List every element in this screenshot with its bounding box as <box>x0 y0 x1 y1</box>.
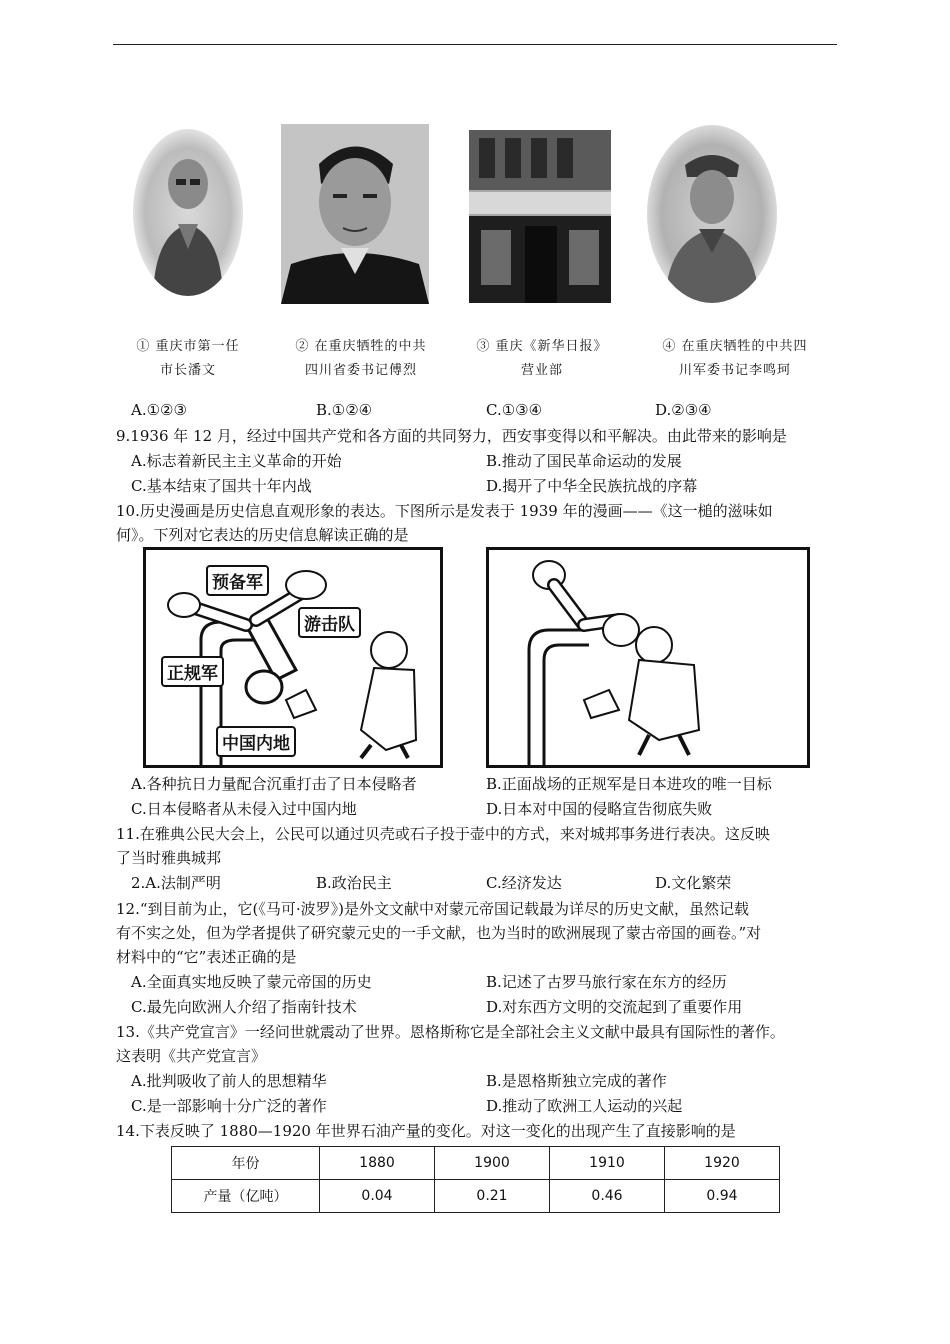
table-row <box>172 1147 780 1180</box>
q12-stem-line2: 有不实之处，但为学者提供了研究蒙元史的一手文献，也为当时的欧洲展现了蒙古帝国的画卷。”对 <box>116 924 762 942</box>
table-cell-year: 1900 <box>435 1147 550 1180</box>
table-cell-value: 0.46 <box>550 1180 665 1213</box>
q8-option-a: A.①②③ <box>131 401 187 419</box>
q8-option-c: C.①③④ <box>486 401 543 419</box>
table-cell-value: 0.21 <box>435 1180 550 1213</box>
header-rule <box>113 44 837 45</box>
xinhua-daily-office-photo <box>469 130 611 303</box>
cartoon-label-guerrilla: 游击队 <box>298 607 361 638</box>
cartoon-label-inland: 中国内地 <box>216 726 296 757</box>
q13-option-b: B.是恩格斯独立完成的著作 <box>486 1072 667 1090</box>
table-row-header: 年份 <box>172 1147 320 1180</box>
caption-line: 市长潘文 <box>159 363 216 378</box>
q13-stem-line1: 13.《共产党宣言》一经问世就震动了世界。恩格斯称它是全部社会主义文献中最具有国际性的著作。 <box>116 1023 785 1041</box>
q12-option-c: C.最先向欧洲人介绍了指南针技术 <box>131 998 357 1016</box>
cartoon-label-regular: 正规军 <box>161 656 224 687</box>
q12-option-d: D.对东西方文明的交流起到了重要作用 <box>486 998 743 1016</box>
q9-option-d: D.揭开了中华全民族抗战的序幕 <box>486 477 698 495</box>
q11-stem-line2: 了当时雅典城邦 <box>116 849 222 867</box>
photo-caption-3 <box>452 335 632 383</box>
q9-option-b: B.推动了国民革命运动的发展 <box>486 452 682 470</box>
q11-option-c: C.经济发达 <box>486 874 562 892</box>
portrait-pan-wen-photo <box>133 129 243 296</box>
portrait-li-mingke-photo <box>647 125 777 303</box>
caption-line: 川军委书记李鸣珂 <box>678 363 791 378</box>
q12-stem-line1: 12.“到目前为止，它(《马可·波罗》)是外文文献中对蒙元帝国记载最为详尽的历史文献，虽然记载 <box>116 900 749 918</box>
q12-option-a: A.全面真实地反映了蒙元帝国的历史 <box>131 973 372 991</box>
q13-option-d: D.推动了欧洲工人运动的兴起 <box>486 1097 683 1115</box>
cartoon-panel-1 <box>143 547 443 768</box>
table-cell-value: 0.94 <box>665 1180 780 1213</box>
caption-line: ③ 重庆《新华日报》 <box>476 339 608 354</box>
q11-option-a: 2.A.法制严明 <box>131 874 221 892</box>
q10-option-c: C.日本侵略者从未侵入过中国内地 <box>131 800 357 818</box>
cartoon-label-reserve: 预备军 <box>206 565 269 596</box>
portrait-fu-lie-photo <box>281 124 429 304</box>
q9-stem: 9.1936 年 12 月，经过中国共产党和各方面的共同努力，西安事变得以和平解决。由此带来的影响是 <box>116 427 787 445</box>
q13-option-c: C.是一部影响十分广泛的著作 <box>131 1097 327 1115</box>
table-cell-value: 0.04 <box>320 1180 435 1213</box>
table-row-header: 产量（亿吨） <box>172 1180 320 1213</box>
caption-line: 营业部 <box>520 363 563 378</box>
q10-stem-line1: 10.历史漫画是历史信息直观形象的表达。下图所示是发表于 1939 年的漫画——《这一槌的滋味如 <box>116 502 773 520</box>
table-row <box>172 1180 780 1213</box>
q12-option-b: B.记述了古罗马旅行家在东方的经历 <box>486 973 727 991</box>
q10-option-d: D.日本对中国的侵略宣告彻底失败 <box>486 800 713 818</box>
q11-stem-line1: 11.在雅典公民大会上，公民可以通过贝壳或石子投于壶中的方式，来对城邦事务进行表决。这反映 <box>116 825 770 843</box>
q10-stem-line2: 何》。下列对它表达的历史信息解读正确的是 <box>116 526 409 544</box>
q14-stem: 14.下表反映了 1880—1920 年世界石油产量的变化。对这一变化的出现产生了直接影响的是 <box>116 1122 736 1140</box>
table-cell-year: 1920 <box>665 1147 780 1180</box>
caption-line: 四川省委书记傅烈 <box>304 363 417 378</box>
table-cell-year: 1880 <box>320 1147 435 1180</box>
oil-production-table <box>171 1146 780 1213</box>
q13-option-a: A.批判吸收了前人的思想精华 <box>131 1072 327 1090</box>
caption-line: ① 重庆市第一任 <box>136 339 240 354</box>
caption-line: ② 在重庆牺牲的中共 <box>295 339 427 354</box>
q11-option-d: D.文化繁荣 <box>655 874 732 892</box>
table-cell-year: 1910 <box>550 1147 665 1180</box>
q10-option-b: B.正面战场的正规军是日本进攻的唯一目标 <box>486 775 772 793</box>
q9-option-a: A.标志着新民主主义革命的开始 <box>131 452 342 470</box>
q13-stem-line2: 这表明《共产党宣言》 <box>116 1047 267 1065</box>
q11-option-b: B.政治民主 <box>316 874 392 892</box>
q9-option-c: C.基本结束了国共十年内战 <box>131 477 312 495</box>
cartoon-panel-2 <box>486 547 810 768</box>
q12-stem-line3: 材料中的“它”表述正确的是 <box>116 948 297 966</box>
caption-line: ④ 在重庆牺牲的中共四 <box>662 339 808 354</box>
photo-caption-4 <box>640 335 830 383</box>
q8-option-b: B.①②④ <box>316 401 373 419</box>
photo-caption-2 <box>271 335 451 383</box>
q10-option-a: A.各种抗日力量配合沉重打击了日本侵略者 <box>131 775 417 793</box>
photo-caption-1 <box>98 335 278 383</box>
q8-option-d: D.②③④ <box>655 401 712 419</box>
